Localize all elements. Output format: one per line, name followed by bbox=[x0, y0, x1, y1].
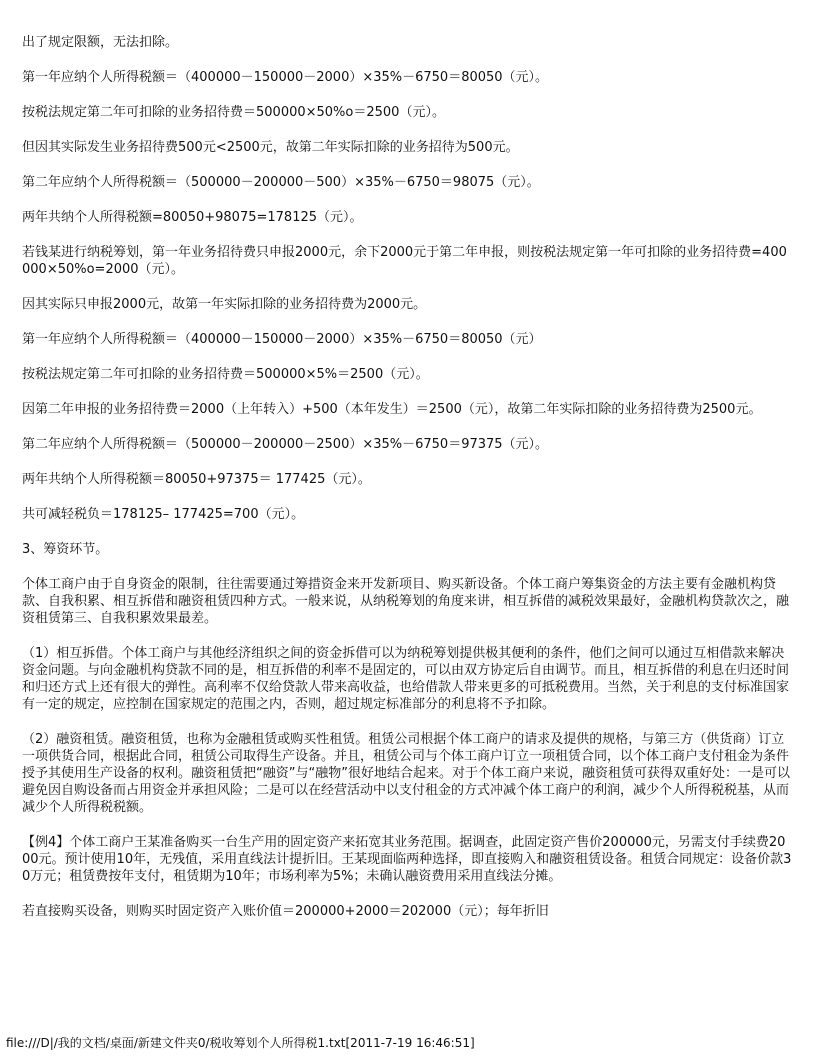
paragraph-4: 但因其实际发生业务招待费500元<2500元，故第二年实际扣除的业务招待为500元。 bbox=[22, 140, 519, 155]
paragraph-14: 共可减轻税负＝178125– 177425=700（元）。 bbox=[22, 507, 305, 522]
document-body bbox=[22, 34, 792, 938]
paragraph-3: 按税法规定第二年可扣除的业务招待费＝500000×50%o＝2500（元）。 bbox=[22, 105, 445, 120]
file-path-footer: file:///D|/我的文档/桌面/新建文件夹0/税收筹划个人所得税1.txt[2011-7-19 16:46:51] bbox=[6, 1036, 475, 1050]
section-heading-financing: 3、筹资环节。 bbox=[22, 542, 109, 557]
paragraph-9: 第一年应纳个人所得税额＝（400000－150000－2000）×35%－6750＝80050（元） bbox=[22, 332, 542, 347]
paragraph-8: 因其实际只申报2000元，故第一年实际扣除的业务招待费为2000元。 bbox=[22, 297, 427, 312]
paragraph-7: 若钱某进行纳税筹划，第一年业务招待费只申报2000元，余下2000元于第二年申报，则按税法规定第一年可扣除的业务招待费=400000×50%o=2000（元）。 bbox=[22, 245, 787, 277]
paragraph-18: （2）融资租赁。融资租赁，也称为金融租赁或购买性租赁。租赁公司根据个体工商户的请求及提供的规格，与第三方（供货商）订立一项供货合同，根据此合同，租赁公司取得生产设备。并且，租赁公司与个体工商户订立一项租赁合同，以个体工商户支付租金为条件授予其使用生产设备的权利。融资租赁把“融资”与“融物”很好地结合起来。对于个体工商户来说，融资租赁可获得双重好处：一是可以避免因自购设备而占用资金并承担风险；二是可以在经营活动中以支付租金的方式冲减个体工商户的利润，减少个人所得税税基，从而减少个人所得税税额。 bbox=[22, 732, 790, 815]
paragraph-2: 第一年应纳个人所得税额＝（400000－150000－2000）×35%－6750＝80050（元）。 bbox=[22, 70, 549, 85]
paragraph-10: 按税法规定第二年可扣除的业务招待费＝500000×5%＝2500（元）。 bbox=[22, 367, 429, 382]
paragraph-16: 个体工商户由于自身资金的限制，往往需要通过筹措资金来开发新项目、购买新设备。个体工商户筹集资金的方法主要有金融机构贷款、自我积累、相互拆借和融资租赁四种方式。一般来说，从纳税筹划的角度来讲，相互拆借的减税效果最好，金融机构贷款次之，融资租赁第三、自我积累效果最差。 bbox=[22, 577, 790, 626]
paragraph-17: （1）相互拆借。个体工商户与其他经济组织之间的资金拆借可以为纳税筹划提供极其便利的条件，他们之间可以通过互相借款来解决资金问题。与向金融机构贷款不同的是，相互拆借的利率不是固定的，可以由双方协定后自由调节。而且，相互拆借的利息在归还时间和归还方式上还有很大的弹性。高利率不仅给贷款人带来高收益，也给借款人带来更多的可抵税费用。当然，关于利息的支付标准国家有一定的规定，应控制在国家规定的范围之内，否则，超过规定标准部分的利息将不予扣除。 bbox=[22, 646, 790, 712]
paragraph-19: 【例4】个体工商户王某准备购买一台生产用的固定资产来拓宽其业务范围。据调查，此固定资产售价200000元，另需支付手续费2000元。预计使用10年，无残值，采用直线法计提折旧。王某现面临两种选择，即直接购入和融资租赁设备。租赁合同规定：设备价款30万元；租赁费按年支付，租赁期为10年；市场利率为5%；未确认融资费用采用直线法分摊。 bbox=[22, 835, 792, 884]
paragraph-12: 第二年应纳个人所得税额＝（500000－200000－2500）×35%－6750＝97375（元）。 bbox=[22, 437, 549, 452]
paragraph-6: 两年共纳个人所得税额=80050+98075=178125（元）。 bbox=[22, 210, 363, 225]
paragraph-13: 两年共纳个人所得税额＝80050+97375＝ 177425（元）。 bbox=[22, 472, 371, 487]
paragraph-20: 若直接购买设备，则购买时固定资产入账价值＝200000+2000＝202000（元）；每年折旧 bbox=[22, 904, 549, 919]
paragraph-1: 出了规定限额，无法扣除。 bbox=[22, 35, 179, 50]
paragraph-5: 第二年应纳个人所得税额＝（500000－200000－500）×35%－6750＝98075（元）。 bbox=[22, 175, 540, 190]
paragraph-11: 因第二年申报的业务招待费＝2000（上年转入）+500（本年发生）＝2500（元），故第二年实际扣除的业务招待费为2500元。 bbox=[22, 402, 762, 417]
